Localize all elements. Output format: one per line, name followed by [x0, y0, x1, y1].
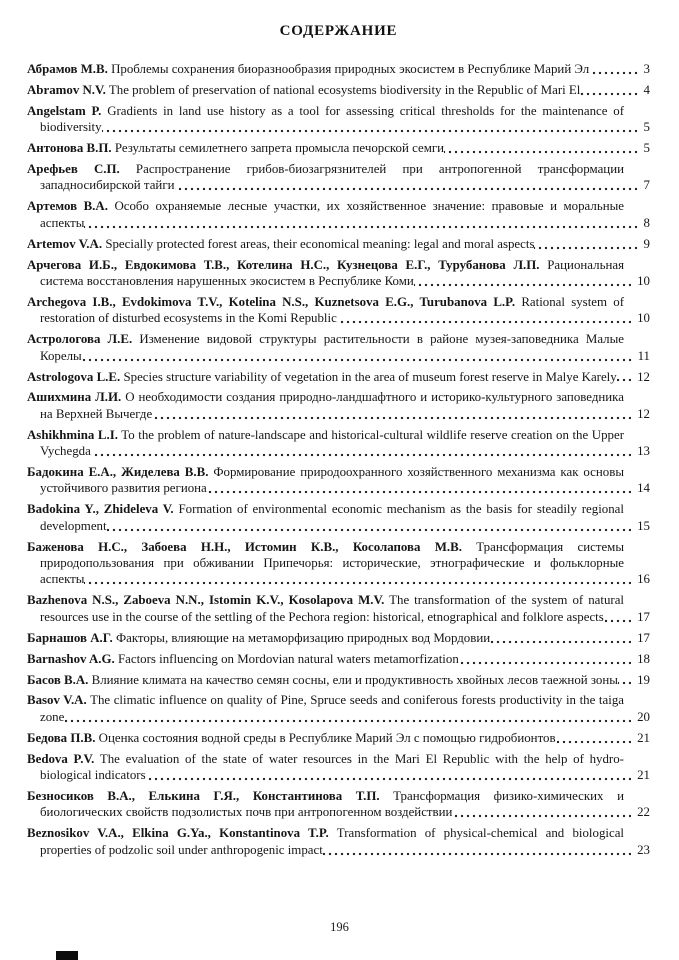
toc-entry-title: Трансформация физико-химических и биологических свойств подзолистых почв при антропогенном воздействии: [40, 788, 624, 820]
toc-entry-page-number: 12: [631, 369, 650, 385]
toc-entry-text: [27, 631, 490, 645]
toc-entry-text: [27, 104, 624, 134]
toc-entry-page-number: 11: [632, 348, 650, 364]
toc-entry-authors: Бедова П.В.: [27, 730, 96, 745]
toc-entry-title: Факторы, влияющие на метаморфизацию природных вод Мордовии: [115, 630, 491, 645]
toc-entry-page-number: 22: [631, 804, 650, 820]
toc-entry-text: [27, 693, 624, 723]
toc-entry-title: Результаты семилетнего запрета промысла печорской семги: [114, 141, 445, 156]
toc-entry: [27, 140, 650, 156]
toc-entry-text: [27, 162, 624, 192]
toc-entry: [27, 501, 650, 534]
toc-entry-page-number: 16: [631, 571, 650, 587]
toc-entry-title: The problem of preservation of national ecosystems biodiversity in the Republic of Mari El: [108, 82, 581, 97]
toc-entry-authors: Арчегова И.Б., Евдокимова Т.В., Котелина Н.С., Кузнецова Е.Г., Турубанова Л.П.: [27, 257, 540, 272]
toc-entry-authors: Artemov V.A.: [27, 236, 103, 251]
toc-entry-authors: Bedova P.V.: [27, 751, 95, 766]
toc-entry-title: Species structure variability of vegetation in the area of museum forest reserve in Malye Karely: [123, 369, 617, 384]
toc-entry: [27, 672, 650, 688]
toc-entry: [27, 825, 650, 858]
scan-artifact: [56, 951, 78, 960]
toc-entry-page-number: 3: [638, 61, 650, 77]
toc-entry-text: [27, 465, 624, 495]
toc-entry-page-number: 17: [631, 630, 650, 646]
toc-entry-text: [27, 295, 624, 325]
toc-entry-authors: Angelstam P.: [27, 103, 102, 118]
toc-entry-page-number: 4: [638, 82, 650, 98]
toc-entry: [27, 464, 650, 497]
toc-entry-title: Оценка состояния водной среды в Республике Марий Эл с помощью гидробионтов: [98, 730, 556, 745]
toc-entry: [27, 788, 650, 821]
toc-entry: [27, 630, 650, 646]
toc-entry-text: [27, 673, 618, 687]
toc-entry-title: Трансформация системы природопользования при обживании Припечорья: исторические, этнографические и фольклорные аспекты: [40, 539, 624, 587]
toc-entry-title: Влияние климата на качество семян сосны, ели и продуктивность хвойных лесов таежной зоны: [91, 672, 618, 687]
toc-entry-text: [27, 370, 617, 384]
toc-entry-title: Распространение грибов-биозагрязнителей при антропогенной трансформации западносибирской тайги: [40, 162, 624, 193]
toc-entry-authors: Badokina Y., Zhideleva V.: [27, 502, 174, 517]
toc-entry-authors: Бадокина Е.А., Жиделева В.В.: [27, 465, 209, 480]
toc-entry: [27, 61, 650, 77]
toc-entry-page-number: 7: [638, 177, 650, 193]
toc-entry-authors: Барнашов А.Г.: [27, 630, 113, 645]
toc-entry-text: [27, 83, 580, 97]
toc-entry-title: Rational system of restoration of disturbed ecosystems in the Komi Republic: [40, 294, 625, 326]
toc-entry-title: The climatic influence on quality of Pine, Spruce seeds and coniferous forests productivity in the taiga zone: [40, 693, 624, 724]
toc-entry-authors: Ашихмина Л.И.: [27, 390, 122, 405]
toc-entry-authors: Антонова В.П.: [27, 141, 112, 156]
toc-entry-page-number: 5: [638, 140, 650, 156]
toc-entry-title: Формирование природоохранного хозяйственного механизма как основы устойчивого развития региона: [40, 465, 624, 496]
toc-entry-authors: Баженова Н.С., Забоева Н.Н., Истомин К.В., Косолапова М.В.: [27, 539, 462, 554]
toc-entry-text: [27, 141, 444, 155]
toc-entry: [27, 257, 650, 290]
toc-entry-text: [27, 390, 624, 420]
toc-entry-authors: Basov V.A.: [27, 693, 87, 708]
toc-entry-text: [27, 789, 624, 819]
toc-entry-text: [27, 502, 624, 532]
toc-entry-page-number: 8: [638, 215, 650, 231]
toc-entry-page-number: 15: [631, 518, 650, 534]
toc-entry-authors: Bazhenova N.S., Zaboeva N.N., Istomin K.V., Kosolapova M.V.: [27, 593, 385, 608]
toc-entry: [27, 692, 650, 725]
toc-entry: [27, 198, 650, 231]
toc-entry-page-number: 21: [631, 767, 650, 783]
toc-entry: [27, 389, 650, 422]
toc-entry-page-number: 18: [631, 651, 650, 667]
toc-entry-authors: Barnashov A.G.: [27, 651, 115, 666]
toc-entry-page-number: 9: [638, 236, 650, 252]
toc-entry-page-number: 17: [631, 609, 650, 625]
toc-entry-authors: Ashikhmina L.I.: [27, 427, 118, 442]
toc-entry-title: Рациональная система восстановления нарушенных экосистем в Республике Коми: [40, 257, 624, 288]
toc-entry-page-number: 13: [631, 443, 650, 459]
toc-entry-authors: Abramov N.V.: [27, 82, 106, 97]
toc-entry-title: О необходимости создания природно-ландшафтного и историко-культурного заповедника на Верхней Вычегде: [40, 390, 624, 421]
toc-entry-title: Factors influencing on Mordovian natural waters metamorfization: [117, 651, 459, 666]
toc-entry-authors: Астрологова Л.Е.: [27, 332, 133, 347]
toc-entry: [27, 751, 650, 784]
toc-entry-authors: Артемов В.А.: [27, 199, 108, 214]
toc-entry: [27, 331, 650, 364]
toc-entry-text: [27, 752, 624, 782]
toc-entry-text: [27, 62, 589, 76]
toc-entry: [27, 161, 650, 194]
toc-entry: [27, 294, 650, 327]
toc-entry: [27, 427, 650, 460]
toc-entry-authors: Басов В.А.: [27, 672, 89, 687]
toc-entry-text: [27, 332, 624, 362]
toc-entry-text: [27, 593, 624, 623]
toc-entry-authors: Абрамов М.В.: [27, 62, 108, 76]
toc-entry-authors: Безносиков В.А., Елькина Г.Я., Константинова Т.П.: [27, 788, 380, 803]
toc-entry: [27, 651, 650, 667]
toc-entry-authors: Archegova I.B., Evdokimova T.V., Kotelina N.S., Kuznetsova E.G., Turubanova L.P.: [27, 294, 516, 309]
toc-entry-page-number: 19: [631, 672, 650, 688]
toc-entry-title: Проблемы сохранения биоразнообразия природных экосистем в Республике Марий Эл: [111, 62, 590, 76]
toc-entry-page-number: 23: [631, 842, 650, 858]
toc-entry-title: Transformation of physical-chemical and biological properties of podzolic soil under anthropogenic impact: [40, 826, 625, 857]
toc-entry-page-number: 10: [631, 273, 650, 289]
toc-entry: [27, 82, 650, 98]
toc-entry-title: The transformation of the system of natural resources use in the course of the settling of the Pechora region: historical, etnographical and folklore aspects: [40, 593, 624, 624]
toc-list: [27, 61, 650, 858]
toc-entry-title: To the problem of nature-landscape and historical-cultural wildlife reserve creation on the Upper Vychegda: [40, 427, 624, 459]
toc-entry-text: [27, 731, 556, 745]
page-number-footer: 196: [330, 920, 349, 934]
toc-entry-title: Gradients in land use history as a tool for assessing critical thresholds for the maintenance of biodiversity: [40, 103, 624, 135]
toc-entry-title: Изменение видовой структуры растительности в районе музея-заповедника Малые Корелы: [40, 332, 624, 363]
toc-entry-title: The evaluation of the state of water resources in the Mari El Republic with the help of hydro-biological indicators: [40, 751, 624, 783]
toc-entry-text: [27, 428, 624, 458]
toc-entry-page-number: 21: [631, 730, 650, 746]
toc-entry-authors: Astrologova L.E.: [27, 369, 121, 384]
toc-entry: [27, 103, 650, 136]
toc-entry-text: [27, 199, 624, 229]
toc-entry-authors: Арефьев С.П.: [27, 162, 120, 177]
toc-entry-text: [27, 826, 624, 856]
toc-entry-page-number: 10: [631, 310, 650, 326]
toc-entry-page-number: 20: [631, 709, 650, 725]
page-title: СОДЕРЖАНИЕ: [279, 23, 398, 39]
toc-entry: [27, 539, 650, 588]
toc-entry-page-number: 5: [638, 119, 650, 135]
toc-entry-text: [27, 540, 624, 587]
toc-entry-title: Особо охраняемые лесные участки, их хозяйственное значение: правовые и моральные аспекты: [40, 199, 624, 230]
toc-entry-text: [27, 237, 534, 251]
toc-entry: [27, 369, 650, 385]
toc-entry-page-number: 12: [631, 406, 650, 422]
toc-entry-title: Formation of environmental economic mechanism as the basis for steadily regional development: [40, 502, 624, 533]
toc-entry: [27, 592, 650, 625]
toc-entry: [27, 730, 650, 746]
toc-entry-title: Specially protected forest areas, their economical meaning: legal and moral aspects: [105, 236, 535, 251]
toc-entry-page-number: 14: [631, 480, 650, 496]
toc-entry-text: [27, 652, 459, 666]
toc-entry-text: [27, 258, 624, 288]
toc-entry: [27, 236, 650, 252]
toc-entry-authors: Beznosikov V.A., Elkina G.Ya., Konstantinova T.P.: [27, 826, 329, 841]
